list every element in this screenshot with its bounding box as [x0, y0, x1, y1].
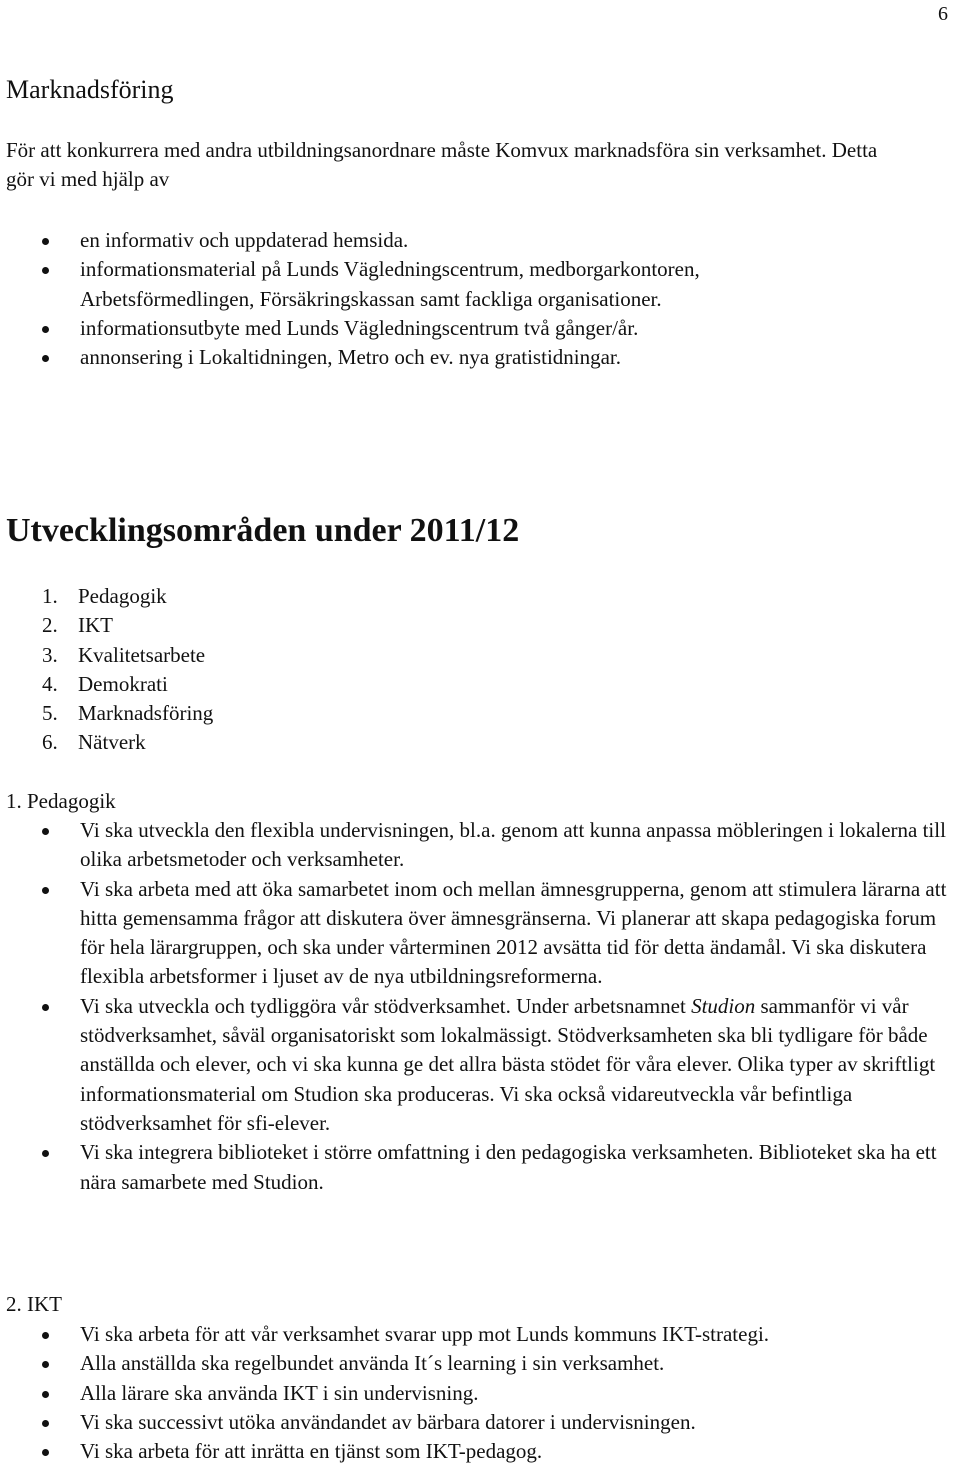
list-item-text-part: Vi ska utveckla och tydliggöra vår stödverksamhet. Under arbetsnamnet [80, 993, 692, 1018]
list-item [0, 1408, 960, 1437]
list-item [0, 314, 860, 343]
marketing-heading: Marknadsföring [6, 75, 174, 104]
list-item-text: Vi ska successivt utöka användandet av bärbara datorer i undervisningen. [80, 1409, 696, 1434]
bullet-icon [42, 1391, 49, 1398]
bullet-icon [42, 1361, 49, 1368]
bullet-icon [42, 887, 49, 894]
bullet-icon [42, 1332, 49, 1339]
list-item-text: informationsutbyte med Lunds Vägledningscentrum två gånger/år. [80, 315, 639, 340]
list-item [0, 343, 860, 372]
list-item [0, 641, 213, 670]
studion-emphasis: Studion [691, 993, 756, 1018]
list-item-text: annonsering i Lokaltidningen, Metro och ev. nya gratistidningar. [80, 345, 622, 370]
list-number: 6. [42, 730, 58, 755]
list-item [0, 1437, 960, 1466]
bullet-icon [42, 355, 49, 362]
list-number: 5. [42, 701, 58, 726]
list-item-text: informationsmaterial på Lunds Vägledningscentrum, medborgarkontoren, Arbetsförmedlingen, Försäkringskassan samt fackliga organisationer. [80, 257, 700, 311]
bullet-icon [42, 1420, 49, 1427]
list-item [0, 699, 213, 728]
list-item [0, 1379, 960, 1408]
list-item [0, 992, 960, 1138]
list-item-text-part: sammanför vi vår stödverksamhet, såväl organisatoriskt som lokalmässigt. Stödverksamheten ska bli tydligare för både anställda och elever, och vi ska kunna ge det allra bästa stödet för våra elever. Olika typer av skriftligt informationsmaterial om Studion ska produceras. Vi ska också vidareutveckla vår befintliga stödverksamhet för sfi-elever. [80, 993, 936, 1135]
list-item-text: Vi ska arbeta med att öka samarbetet inom och mellan ämnesgrupperna, genom att stimulera lärarna att hitta gemensamma frågor att diskutera över ämnesgränserna. Vi planerar att skapa pedagogiska forum för hela lärargruppen, och ska under vårterminen 2012 avsätta tid för detta ändamål. Vi ska diskutera flexibla arbetsformer i ljuset av de nya utbildningsreformerna. [80, 876, 947, 989]
marketing-intro: För att konkurrera med andra utbildningsanordnare måste Komvux marknadsföra sin verksamhet. Detta gör vi med hjälp av [6, 138, 878, 191]
bullet-icon [42, 828, 49, 835]
pedagogik-bullet-list [0, 816, 960, 1197]
list-number: 1. [42, 584, 58, 608]
bullet-icon [42, 1449, 49, 1456]
list-item [0, 875, 960, 992]
list-item [0, 816, 960, 875]
list-item-text [80, 994, 935, 1135]
list-item [0, 670, 213, 699]
list-item-text: Vi ska arbeta för att vår verksamhet svarar upp mot Lunds kommuns IKT-strategi. [80, 1322, 770, 1346]
ikt-bullet-list [0, 1320, 960, 1466]
list-item [0, 1138, 960, 1197]
list-item-text: Kvalitetsarbete [78, 642, 206, 667]
list-item-text: Vi ska utveckla den flexibla undervisningen, bl.a. genom att kunna anpassa möbleringen i lokalerna till olika arbetsmetoder och verksamheter. [80, 818, 946, 872]
list-number: 3. [42, 642, 58, 667]
bullet-icon [42, 1004, 49, 1011]
list-item-text: Pedagogik [78, 584, 167, 608]
bullet-icon [42, 267, 49, 274]
bullet-icon [42, 238, 49, 245]
bullet-icon [42, 326, 49, 333]
development-areas-list [0, 582, 213, 758]
list-item-text: en informativ och uppdaterad hemsida. [80, 228, 409, 252]
list-item-text: Alla anställda ska regelbundet använda It´s learning i sin verksamhet. [80, 1351, 665, 1376]
list-item [0, 226, 860, 255]
list-item-text: Demokrati [78, 671, 168, 696]
development-heading: Utvecklingsområden under 2011/12 [6, 512, 520, 549]
list-number: 2. [42, 613, 58, 638]
list-item-text: Nätverk [78, 730, 146, 755]
pedagogik-heading: 1. Pedagogik [6, 789, 116, 813]
list-item-text: Alla lärare ska använda IKT i sin undervisning. [80, 1380, 479, 1405]
ikt-heading: 2. IKT [6, 1292, 62, 1316]
list-item [0, 1320, 960, 1349]
list-item-text: Vi ska integrera biblioteket i större omfattning i den pedagogiska verksamheten. Biblioteket ska ha ett nära samarbete med Studion. [80, 1140, 937, 1194]
marketing-bullet-list [0, 226, 860, 372]
list-item [0, 1349, 960, 1378]
list-item [0, 611, 213, 640]
list-item [0, 728, 213, 757]
bullet-icon [42, 1150, 49, 1157]
page-number: 6 [938, 3, 948, 25]
list-item-text: Vi ska arbeta för att inrätta en tjänst som IKT-pedagog. [80, 1439, 543, 1464]
list-item [0, 582, 213, 611]
list-item [0, 255, 860, 314]
list-item-text: IKT [78, 613, 113, 638]
list-item-text: Marknadsföring [78, 701, 214, 726]
list-number: 4. [42, 671, 58, 696]
